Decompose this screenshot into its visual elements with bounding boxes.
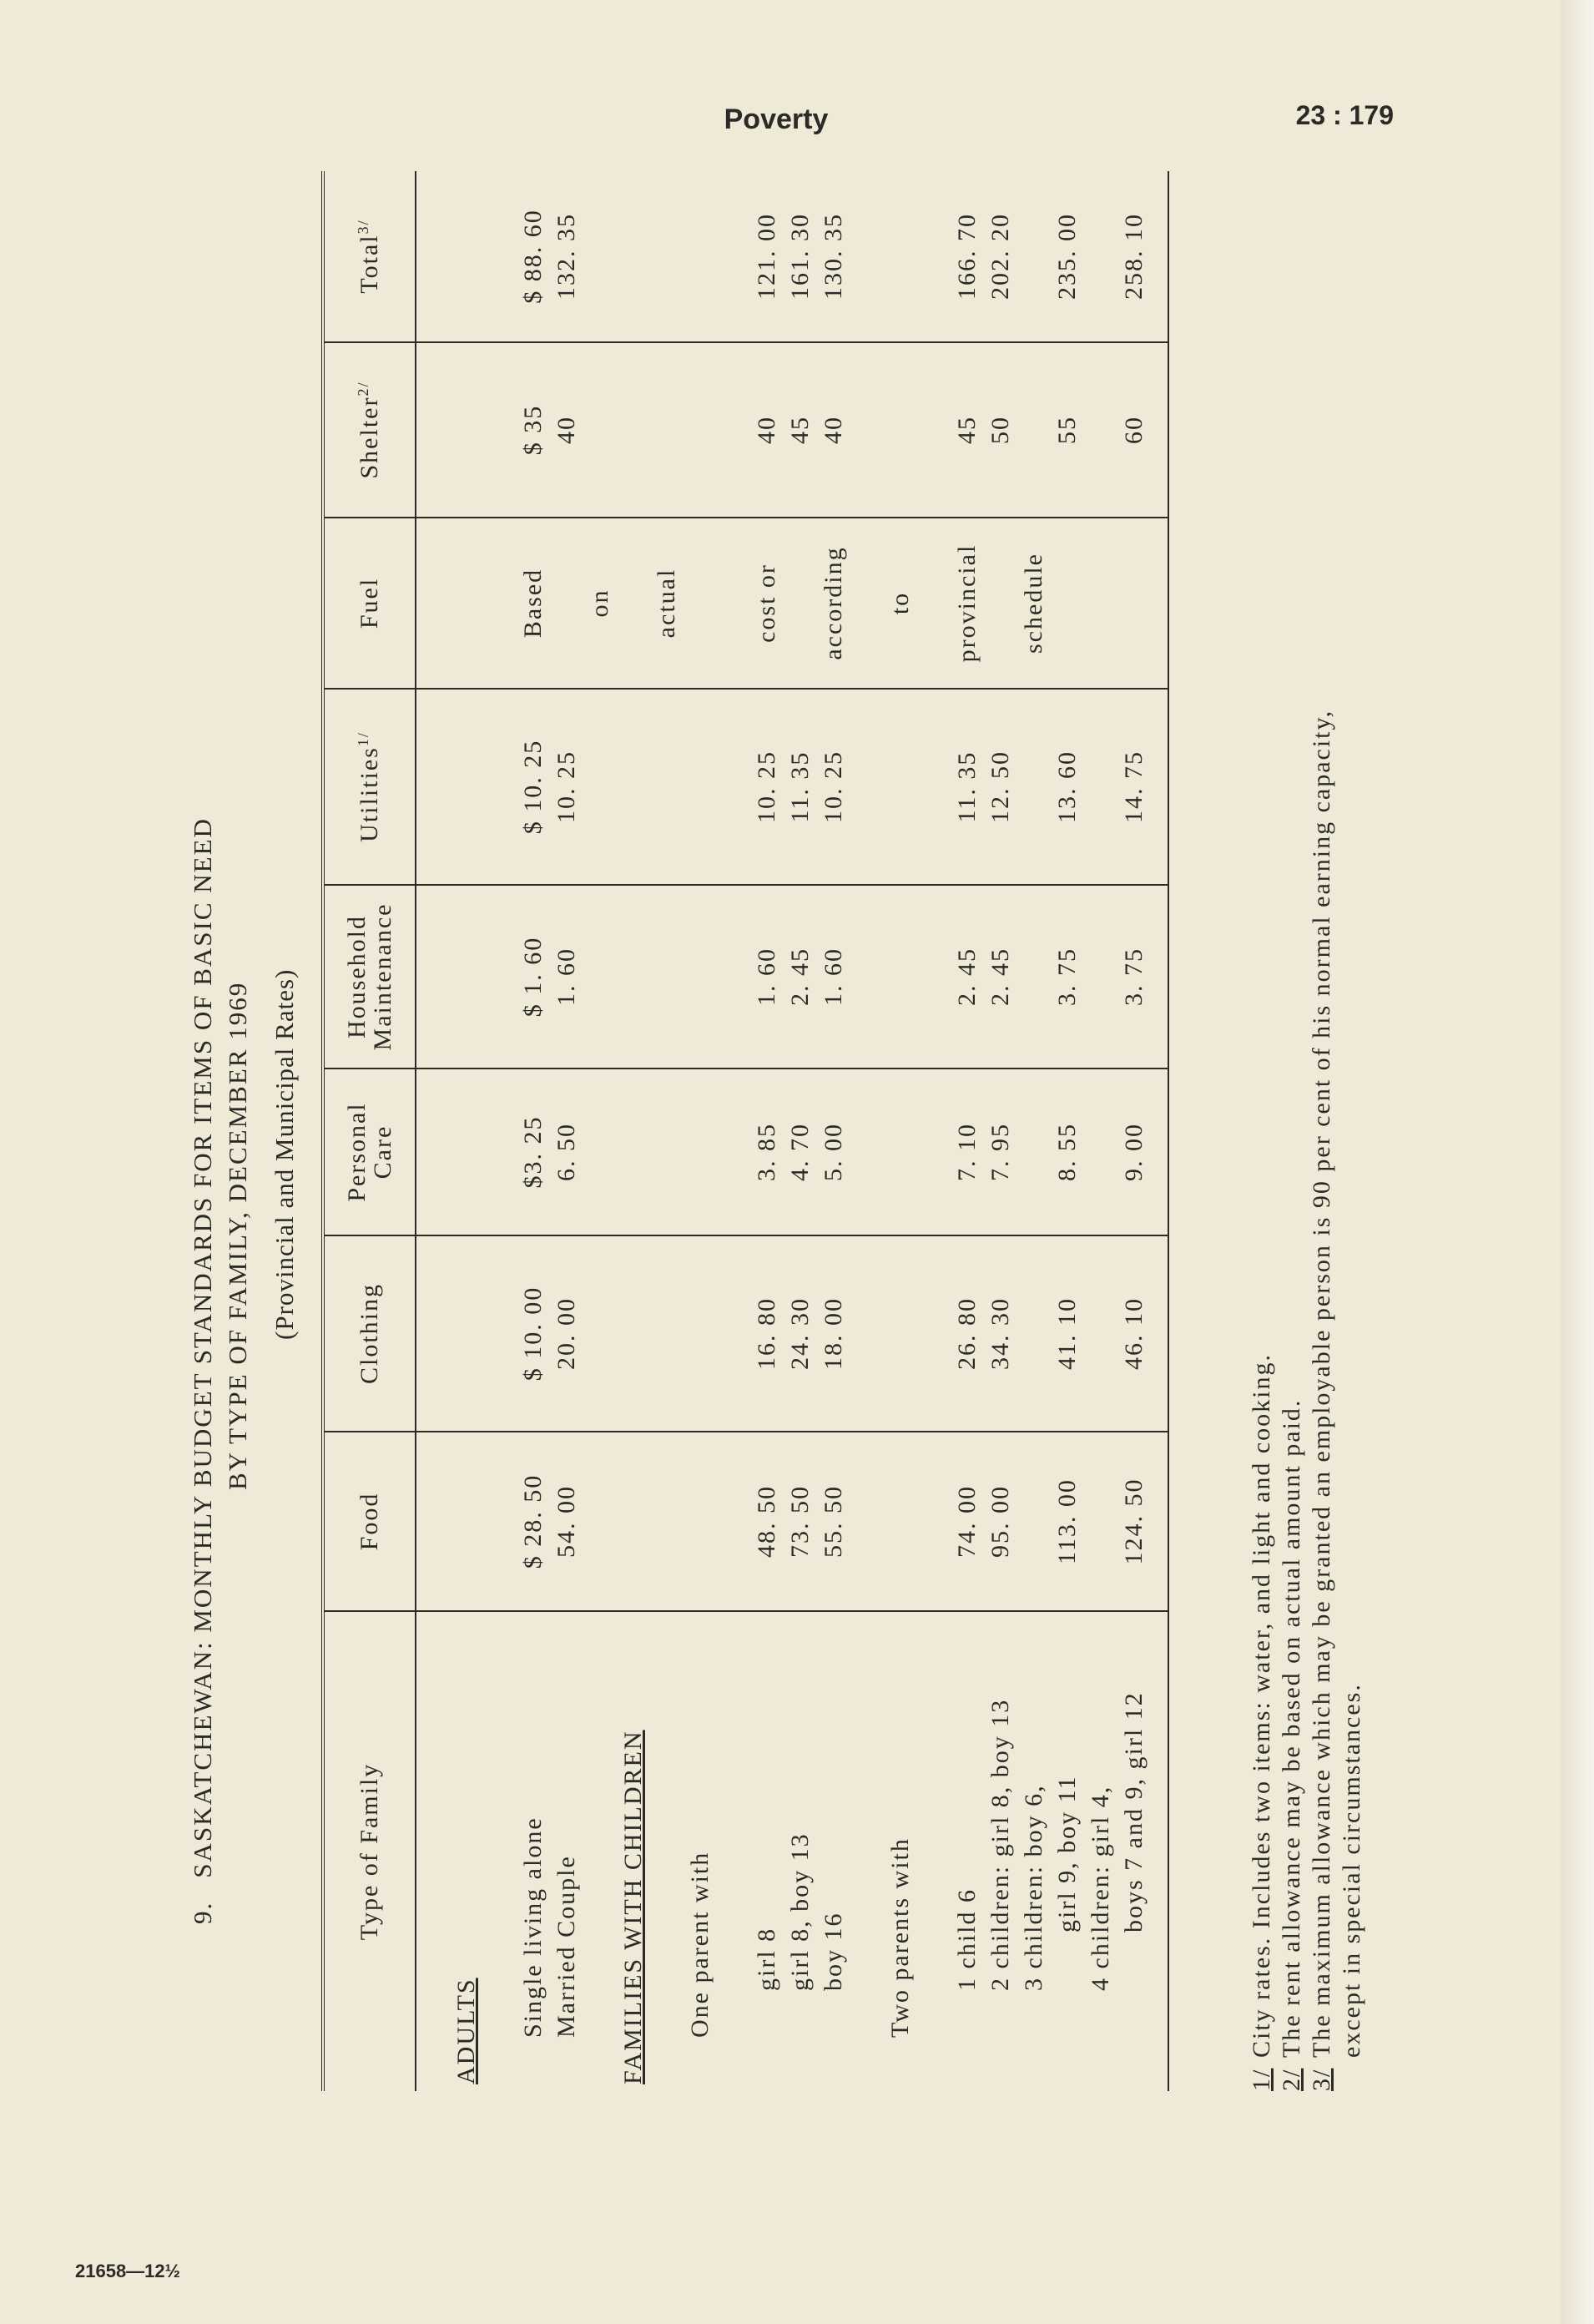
spacer-row	[483, 171, 517, 2091]
fuel-note: on	[583, 518, 617, 689]
fuel-note: to	[884, 518, 917, 689]
spacer-row	[650, 171, 684, 2091]
footnote-3-continued: except in special circumstances.	[1338, 1683, 1365, 2058]
section-row	[450, 171, 483, 2091]
table-row: girl 8 48. 50 16. 80 3. 85 1. 60 10. 25 cost or 40 121. 00	[750, 171, 784, 2091]
table-row: boys 7 and 9, girl 12 124. 50 46. 10 9. 00 3. 75 14. 75 60 258. 10	[1117, 171, 1168, 2091]
fuel-note: according	[817, 518, 850, 689]
fuel-note: schedule	[1017, 518, 1051, 689]
table-subtitle: (Provincial and Municipal Rates)	[270, 968, 299, 1340]
spacer-row	[850, 171, 884, 2091]
table-row: Single living alone $ 28. 50 $ 10. 00 $3. 25 $ 1. 60 $ 10. 25 Based $ 35 $ 88. 60	[517, 171, 550, 2091]
table-row: boy 16 55. 50 18. 00 5. 00 1. 60 10. 25 according 40 130. 35	[817, 171, 850, 2091]
section-families: FAMILIES WITH CHILDREN	[619, 1730, 647, 2084]
table-title-line2: BY TYPE OF FAMILY, DECEMBER 1969	[223, 981, 252, 1490]
spacer-row	[717, 171, 750, 2091]
col-header-shelter: Shelter$^{2/}$	[323, 342, 416, 518]
table-title-line1: SASKATCHEWAN: MONTHLY BUDGET STANDARDS FOR ITEMS OF BASIC NEED	[188, 817, 217, 1878]
fuel-note: cost or	[750, 518, 784, 689]
table-row: 1 child 6 74. 00 26. 80 7. 10 2. 45 11. 35 provincial 45 166. 70	[951, 171, 984, 2091]
col-header-personal-care: Personal Care	[323, 1069, 416, 1235]
table-title	[188, 338, 218, 1924]
table-row: girl 8, boy 13 73. 50 24. 30 4. 70 2. 45 11. 35 45 161. 30	[784, 171, 817, 2091]
spacer-row	[416, 171, 450, 2091]
footnote-1: 1/City rates. Includes two items: water, and light and cooking.	[1248, 1353, 1275, 2091]
fuel-note: provincial	[951, 518, 984, 689]
col-header-clothing: Clothing	[323, 1235, 416, 1432]
table-row: 4 children: girl 4,	[1084, 171, 1117, 2091]
page-number: 23 : 179	[1295, 100, 1394, 130]
col-header-household: Household Maintenance	[323, 885, 416, 1069]
col-header-type: Type of Family	[323, 1611, 416, 2091]
subsection-two-parents: Two parents with	[886, 1837, 914, 2038]
section-adults: ADULTS	[452, 1978, 480, 2084]
fuel-note: Based	[517, 518, 550, 689]
page-edge	[1561, 0, 1594, 2324]
subsection-row	[884, 171, 917, 2091]
section-row	[617, 171, 650, 2091]
rotated-table-block	[171, 171, 1364, 2091]
table-row: Married Couple 54. 00 20. 00 6. 50 1. 60 10. 25 40 132. 35	[550, 171, 583, 2091]
table-row: 2 children: girl 8, boy 13 95. 00 34. 30 7. 95 2. 45 12. 50 50 202. 20	[984, 171, 1017, 2091]
subsection-row	[684, 171, 717, 2091]
subsection-one-parent: One parent with	[686, 1851, 714, 2038]
header-row	[323, 171, 416, 2091]
footnote-2: 2/The rent allowance may be based on actual amount paid.	[1278, 1398, 1305, 2091]
fuel-note: actual	[650, 518, 684, 689]
col-header-food: Food	[323, 1432, 416, 1611]
budget-table	[321, 171, 1169, 2091]
col-header-fuel: Fuel	[323, 518, 416, 689]
col-header-total: Total$^{3/}$	[323, 171, 416, 342]
footnote-3: 3/The maximum allowance which may be granted an employable person is 90 per cent of his normal earning capacity,	[1308, 709, 1335, 2091]
printer-code: 21658—12½	[75, 2261, 180, 2281]
table-row: girl 9, boy 11 113. 00 41. 10 8. 55 3. 75 13. 60 55 235. 00	[1051, 171, 1084, 2091]
table-row: 3 children: boy 6, schedule	[1017, 171, 1051, 2091]
table-number: 9.	[188, 1901, 217, 1924]
running-header-title: Poverty	[724, 104, 829, 135]
col-header-utilities: Utilities$^{1/}$	[323, 689, 416, 885]
spacer-row	[583, 171, 617, 2091]
spacer-row	[917, 171, 951, 2091]
